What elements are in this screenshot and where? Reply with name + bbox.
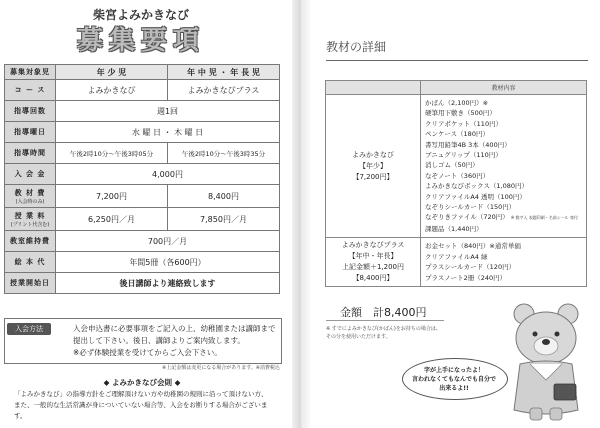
course-name <box>326 95 421 238</box>
table-row <box>5 231 280 252</box>
list-item: お金セット（840円）※通常単価 <box>425 242 521 251</box>
row-label-text: 教 材 費 <box>14 188 46 197</box>
subtitle: 柴宮よみかきなび <box>92 8 189 22</box>
column-header: 年 中 児 ・ 年 長 児 <box>168 65 280 80</box>
entry-method-label: 入会方法 <box>7 323 51 335</box>
course-name-line: 【8,400円】 <box>352 274 394 283</box>
item-list <box>421 95 587 238</box>
course-name-line: 【7,200円】 <box>352 172 394 181</box>
cell-value: 6,250円／月 <box>56 208 168 231</box>
row-label <box>5 185 56 208</box>
cell-value: よみかきなびプラス <box>168 80 280 101</box>
bag-note <box>326 325 496 341</box>
list-item: プラスシールカード（120円） <box>425 263 516 272</box>
entry-method-text <box>73 323 278 359</box>
entry-line: 入会申込書に必要事項をご記入の上、幼稚園または講師まで <box>73 324 276 333</box>
row-label-sub: (入会時のみ) <box>15 198 45 205</box>
row-label-sub: (プリント代含む) <box>10 221 50 228</box>
list-item: クリアポケット（110円） <box>425 119 503 128</box>
cell-value: よみかきなび <box>56 80 168 101</box>
materials-table <box>325 80 587 287</box>
table-row <box>326 95 587 238</box>
cell-value: 7,200円 <box>56 185 168 208</box>
row-label: 絵 本 代 <box>5 252 56 273</box>
table-row <box>5 208 280 231</box>
bubble-line: 字が上手になったよ！ <box>423 367 484 374</box>
row-label: 授業開始日 <box>5 273 56 294</box>
bubble-line: 出来るよ!! <box>439 385 469 392</box>
page-fold <box>292 0 310 428</box>
course-name-line: 【年中・年長】 <box>348 252 398 261</box>
course-name-line: 上記金額＋1,200円 <box>341 263 405 272</box>
list-item: プラスノート2冊（240円） <box>425 273 507 282</box>
column-header: 年 少 児 <box>56 65 168 80</box>
list-item: なぞりシールカード（150円） <box>425 203 516 212</box>
cell-value: 後日講師より連絡致します <box>56 273 280 294</box>
list-item: 消しゴム（50円） <box>425 161 479 170</box>
rules-text <box>14 389 274 422</box>
entry-line: 提出して下さい。後日、講師よりご案内致します。 <box>73 336 245 345</box>
page-title: 募集要項 <box>76 26 205 56</box>
item-list <box>421 238 587 287</box>
row-label: 教室維持費 <box>5 231 56 252</box>
note-line: ※ すでによみかきなび(かばん)をお持ちの場合は、 <box>326 326 441 332</box>
cell-value: 午後2時10分～午後3時35分 <box>168 143 280 164</box>
list-item: 課題品（1,440円） <box>425 224 483 233</box>
price-note: ※上記金額は変更になる場合があります。※消費税込 <box>162 365 280 371</box>
entry-method-box <box>4 318 282 364</box>
list-item: かばん（2,100円）※ <box>425 99 489 107</box>
row-label: 入 会 金 <box>5 164 56 185</box>
cell-value: 7,850円／月 <box>168 208 280 231</box>
list-item: クリアファイルA4 透明（100円） <box>425 192 526 201</box>
table-row <box>5 143 280 164</box>
table-row <box>5 80 280 101</box>
cell-value: 週1回 <box>56 101 280 122</box>
cell-value: 4,000円 <box>56 164 280 185</box>
row-label: 募集対象児 <box>5 65 56 80</box>
rules-line: また、一般的な生活常識が身についていない場合等、入会をお断りする場合がございます。 <box>14 401 268 420</box>
list-item: 書写用鉛筆4B 3本（400円） <box>425 140 511 149</box>
header-blank <box>326 81 421 95</box>
speech-bubble-text <box>402 366 506 393</box>
cell-value: 700円／月 <box>56 231 280 252</box>
list-item: 硬筆用下敷き（500円） <box>425 109 496 118</box>
table-header-row <box>5 65 280 80</box>
row-label <box>5 208 56 231</box>
course-name-line: 【年少】 <box>359 161 387 170</box>
rules-line: 「よみかきなび」の指導方針をご理解頂けない方や幼稚園の規則に沿って頂けない方、 <box>14 390 268 398</box>
total-amount: 金額 計8,400円 <box>340 306 427 319</box>
bear-mascot-illustration <box>500 300 592 424</box>
row-label: 指導時間 <box>5 143 56 164</box>
list-item: よみかきなびボックス（1,080円） <box>425 182 529 191</box>
item-note: ※ 数字入 表題印刷・名前シール 寄付 <box>510 215 578 221</box>
cell-value: 午後2時10分～午後3時05分 <box>56 143 168 164</box>
table-row <box>326 238 587 287</box>
list-item: なぞノート（360円） <box>425 171 490 180</box>
row-label-text: 授 業 料 <box>14 211 46 220</box>
title-rule <box>326 60 588 61</box>
list-item-text: なぞりきファイル（720円） <box>425 213 509 222</box>
total-rule <box>326 320 444 321</box>
materials-title: 教材の詳細 <box>326 40 387 54</box>
cell-value: 8,400円 <box>168 185 280 208</box>
course-name <box>326 238 421 287</box>
row-label: 指導曜日 <box>5 122 56 143</box>
list-item: ペンケース（180円） <box>425 130 489 139</box>
table-row <box>5 273 280 294</box>
note-line: その分を使用いただけます。 <box>326 334 391 340</box>
list-item: ブニュグリップ（110円） <box>425 151 502 160</box>
table-row <box>5 122 280 143</box>
table-row <box>5 101 280 122</box>
cell-value: 水 曜 日 ・ 木 曜 日 <box>56 122 280 143</box>
list-item: クリアファイルA4 緑 <box>425 252 488 261</box>
table-row <box>5 164 280 185</box>
table-row <box>5 185 280 208</box>
entry-line: ※必ず体験授業を受けてからご入会下さい。 <box>73 348 222 357</box>
table-row <box>5 252 280 273</box>
requirements-table <box>4 64 280 294</box>
row-label: 指導回数 <box>5 101 56 122</box>
bubble-line: 言われなくてもなんでも自分で <box>411 376 496 383</box>
row-label: コ ー ス <box>5 80 56 101</box>
column-header: 教材内容 <box>421 81 587 95</box>
table-header-row <box>326 81 587 95</box>
course-name-line: よみかきなび <box>352 150 394 159</box>
list-item <box>425 212 586 223</box>
rules-title: ◆ よみかきなび会則 ◆ <box>103 378 181 387</box>
cell-value: 年間5冊（各600円） <box>56 252 280 273</box>
course-name-line: よみかきなびプラス <box>341 241 405 250</box>
